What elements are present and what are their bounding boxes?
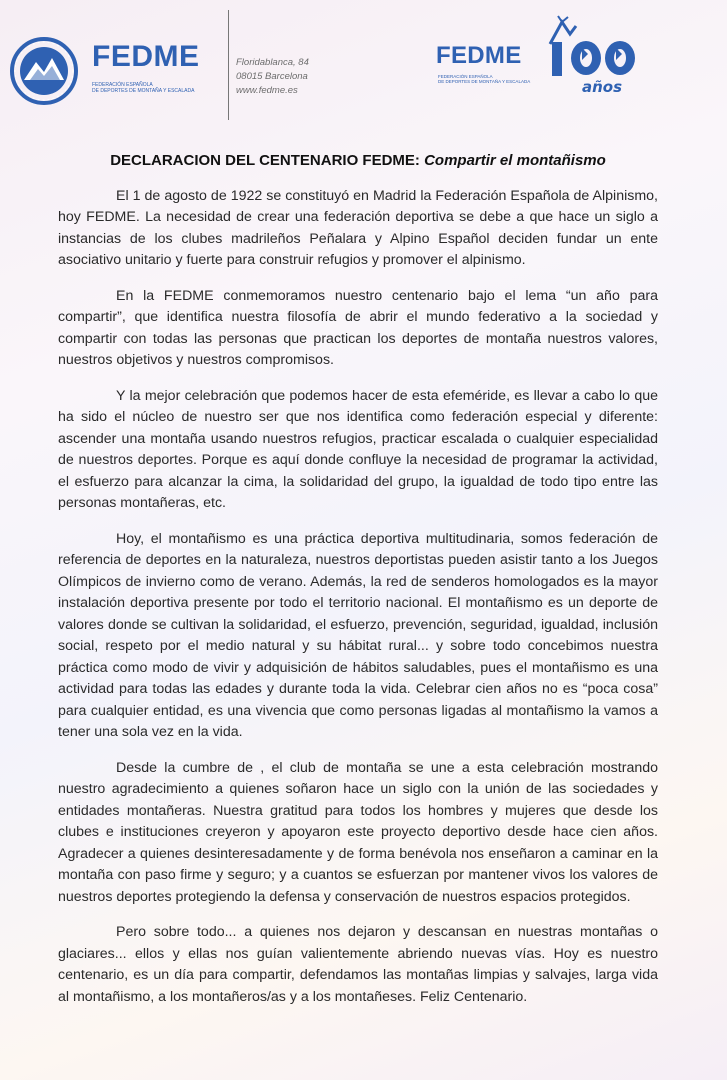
paragraph-3: Y la mejor celebración que podemos hacer de esta efeméride, es llevar a cabo lo que ha sido el núcleo de nuestro ser que nos identifica como federación especial y diferente: ascender una montaña usando nuestros refugios, practicar escalada o cualquier especialidad de nuestros deportes. Porque es aquí donde confluye la necesidad de programar la actividad, el esfuerzo para alcanzar la cima, la solidaridad del grupo, la igualdad de todo tipo entre las personas montañeras, etc. xyxy=(58,387,658,511)
address-city: 08015 Barcelona xyxy=(236,71,308,82)
paragraph-2: En la FEDME conmemoramos nuestro centenario bajo el lema “un año para compartir”, que identifica nuestra filosofía de abrir el mundo federativo a la sociedad y compartir con todas las personas que practican los deportes de montaña nuestros valores, nuestros objetivos y nuestros compromisos. xyxy=(58,287,658,368)
subtitle-line: DE DEPORTES DE MONTAÑA Y ESCALADA xyxy=(92,88,195,94)
declaration-body xyxy=(58,150,658,1022)
subtitle-line: FEDERACIÓN ESPAÑOLA xyxy=(92,82,153,88)
address-block xyxy=(236,56,309,98)
centenary-100-icon xyxy=(532,14,646,94)
header-divider xyxy=(228,10,229,120)
fedme-logo-subtitle xyxy=(92,82,232,94)
paragraph-5: Desde la cumbre de , el club de montaña se une a esta celebración mostrando nuestro agradecimiento a quienes soñaron hace un siglo con la unión de las sociedades y entidades montañeras. Nuestra gratitud para todos los hombres y mujeres que desde los clubes e instituciones creyeron y apoyaron este proyecto deportivo desde hace cien años. Agradecer a quienes desinteresadamente y de forma benévola nos enseñaron a caminar en la montaña con paso firme y seguro; y a cuantos se esfuerzan por mantener vivos los valores de nuestros deportes protegiendo la defensa y conservación de nuestros espacios protegidos. xyxy=(58,759,658,905)
fedme-centenary-logo xyxy=(436,14,646,94)
subtitle-line: DE DEPORTES DE MONTAÑA Y ESCALADA xyxy=(438,79,531,84)
document-title xyxy=(58,150,658,172)
svg-text:años: años xyxy=(581,78,623,94)
address-street: Floridablanca, 84 xyxy=(236,57,309,68)
title-subtitle: Compartir el montañismo xyxy=(424,152,606,169)
paragraph-4: Hoy, el montañismo es una práctica deportiva multitudinaria, somos federación de referencia de deportes en la naturaleza, nuestros deportistas pueden asistir tanto a los Juegos Olímpicos de invierno como de verano. Además, la red de senderos homologados es la mayor instalación deportiva presente por todo el territorio nacional. El montañismo es un deporte de valores donde se cultivan la solidaridad, el esfuerzo, prevención, seguridad, igualdad, inclusión social, respeto por el medio natural y su hábitat rural... y sobre todo concebimos nuestra práctica como modo de vivir y adquisición de hábitos saludables, pues el montañismo es una actividad para todas las edades y durante toda la vida. Celebrar cien años no es “poca cosa” para cualquier entidad, es una vivencia que como personas ligadas al montañismo la vamos a tener una sola vez en la vida. xyxy=(58,530,658,740)
paragraph-1: El 1 de agosto de 1922 se constituyó en Madrid la Federación Española de Alpinismo, hoy FEDME. La necesidad de crear una federación deportiva se debe a que hace un siglo a instancias de los clubes madrileños Peñalara y Alpino Español deciden fundar un ente asociativo unitario y fuerte para construir refugios y promover el alpinismo. xyxy=(58,187,658,268)
fedme-logo-text: FEDME xyxy=(92,40,200,73)
subtitle-line: FEDERACIÓN ESPAÑOLA xyxy=(438,74,493,79)
fedme-logo-text-right: FEDME xyxy=(436,42,522,69)
address-website: www.fedme.es xyxy=(236,85,298,96)
paragraph-6: Pero sobre todo... a quienes nos dejaron y descansan en nuestras montañas o glaciares... ellos y ellas nos guían valientemente abriendo nuevas vías. Hoy es nuestro centenario, es un día para compartir, defendamos las montañas limpias y salvajes, larga vida al montañismo, a los montañeros/as y a los montañeses. Feliz Centenario. xyxy=(58,924,658,1005)
fedme-logo-left xyxy=(8,36,226,106)
fedme-seal-icon xyxy=(8,36,80,106)
letterhead xyxy=(0,0,727,120)
title-main: DECLARACION DEL CENTENARIO FEDME: xyxy=(110,152,420,169)
